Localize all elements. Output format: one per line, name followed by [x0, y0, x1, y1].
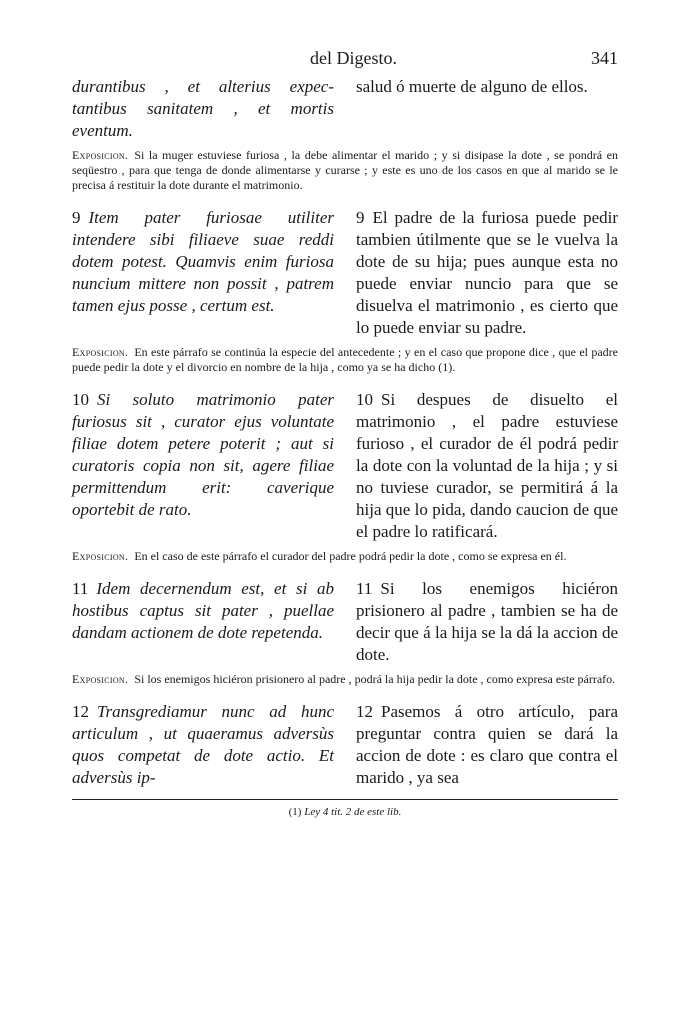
latin-body: Idem decernendum est, et si ab hostibus captus sit pater , puellae dandam actionem de dote repetenda.: [72, 579, 334, 642]
spanish-text: salud ó muerte de alguno de ellos.: [356, 77, 588, 96]
spanish-text: [356, 207, 618, 339]
paragraph-pair: [72, 207, 618, 339]
exposition-text: En el caso de este párrafo el curador del padre podrá pedir la dote , como se expresa en él.: [134, 549, 567, 563]
spanish-body: Si despues de disuelto el matrimonio , el padre estuviese furioso , el curador de él podrá pedir la dote con la voluntad de la hija ; y si no tuviese curador, se permitirá á la hija que lo pida, dando caucion de que el padre lo ratificará.: [356, 390, 618, 541]
exposition-label: Exposicion.: [72, 549, 129, 563]
spanish-body: Pasemos á otro artículo, para preguntar contra quien se dará la accion de dote : es claro que contra el marido , ya sea: [356, 702, 618, 787]
latin-text: [72, 207, 334, 339]
page: [72, 48, 618, 818]
spanish-text: [356, 701, 618, 789]
footnote: [72, 806, 618, 818]
spanish-text: [356, 578, 618, 666]
exposition-label: Exposicion.: [72, 672, 129, 686]
page-number: 341: [591, 48, 618, 68]
footnote-text: Ley 4 tit. 2 de este lib.: [304, 806, 402, 818]
exposition-label: Exposicion.: [72, 148, 129, 162]
exposition: [72, 148, 618, 193]
paragraph-pair: [72, 76, 618, 142]
paragraph-number: 11: [72, 579, 89, 598]
exposition: [72, 345, 618, 375]
spanish-text: [356, 389, 618, 543]
paragraph-number: 9: [72, 208, 81, 227]
paragraph-number: 10: [356, 390, 373, 409]
footnote-rule: [72, 799, 618, 800]
running-head: del Digesto.: [310, 48, 397, 68]
paragraph-number: 10: [72, 390, 89, 409]
paragraph-number: 9: [356, 208, 365, 227]
exposition-text: Si los enemigos hiciéron prisionero al padre , podrá la hija pedir la dote , como expresa este párrafo.: [134, 672, 616, 686]
exposition: [72, 672, 618, 687]
exposition-text: Si la muger estuviese furiosa , la debe alimentar el marido ; y si disipase la dote , se pondrá en seqüestro , para que tenga de donde alimentarse y curarse ; y este es uno de los casos en que al marido se le precisa á restituir la dote durante el matrimonio.: [72, 148, 618, 192]
paragraph-number: 11: [356, 579, 373, 598]
latin-body: Transgrediamur nunc ad hunc articulum , ut quaeramus adversùs quos competat de dote actio. Et adversùs ip-: [72, 702, 334, 787]
latin-body: Si soluto matrimonio pater furiosus sit , curator ejus voluntate filiae dotem petere poterit ; aut si curatoris copia non sit, agere filiae permittendum erit: caverique oportebit de rato.: [72, 390, 334, 519]
latin-text: [72, 389, 334, 543]
paragraph-pair: [72, 701, 618, 789]
spanish-body: El padre de la furiosa puede pedir tambien útilmente que se le vuelva la dote de su hija; pues aunque esta no puede enviar nuncio para que se disuelva el matrimonio , es cierto que lo puede enviar su padre.: [356, 208, 618, 337]
exposition: [72, 549, 618, 564]
spanish-body: Si los enemigos hiciéron prisionero al padre , tambien se ha de decir que á la hija se la dá la accion de dote.: [356, 579, 618, 664]
paragraph-pair: [72, 389, 618, 543]
exposition-text: En este párrafo se continúa la especie del antecedente ; y en el caso que propone dice , que el padre puede pedir la dote y el divorcio en nombre de la hija , como ya se ha dicho (1).: [72, 345, 618, 374]
footnote-mark: (1): [288, 806, 302, 818]
paragraph-number: 12: [356, 702, 373, 721]
latin-body: Item pater furiosae utiliter intendere sibi filiaeve suae reddi dotem potest. Quamvis enim furiosa nuncium mittere non possit , patrem tamen ejus posse , certum est.: [72, 208, 334, 315]
exposition-label: Exposicion.: [72, 345, 129, 359]
latin-text: [72, 701, 334, 789]
paragraph-number: 12: [72, 702, 89, 721]
header: [72, 48, 618, 76]
paragraph-pair: [72, 578, 618, 666]
latin-text: durantibus , et alterius expec- tantibus sanitatem , et mortis eventum.: [72, 77, 334, 140]
latin-text: [72, 578, 334, 666]
